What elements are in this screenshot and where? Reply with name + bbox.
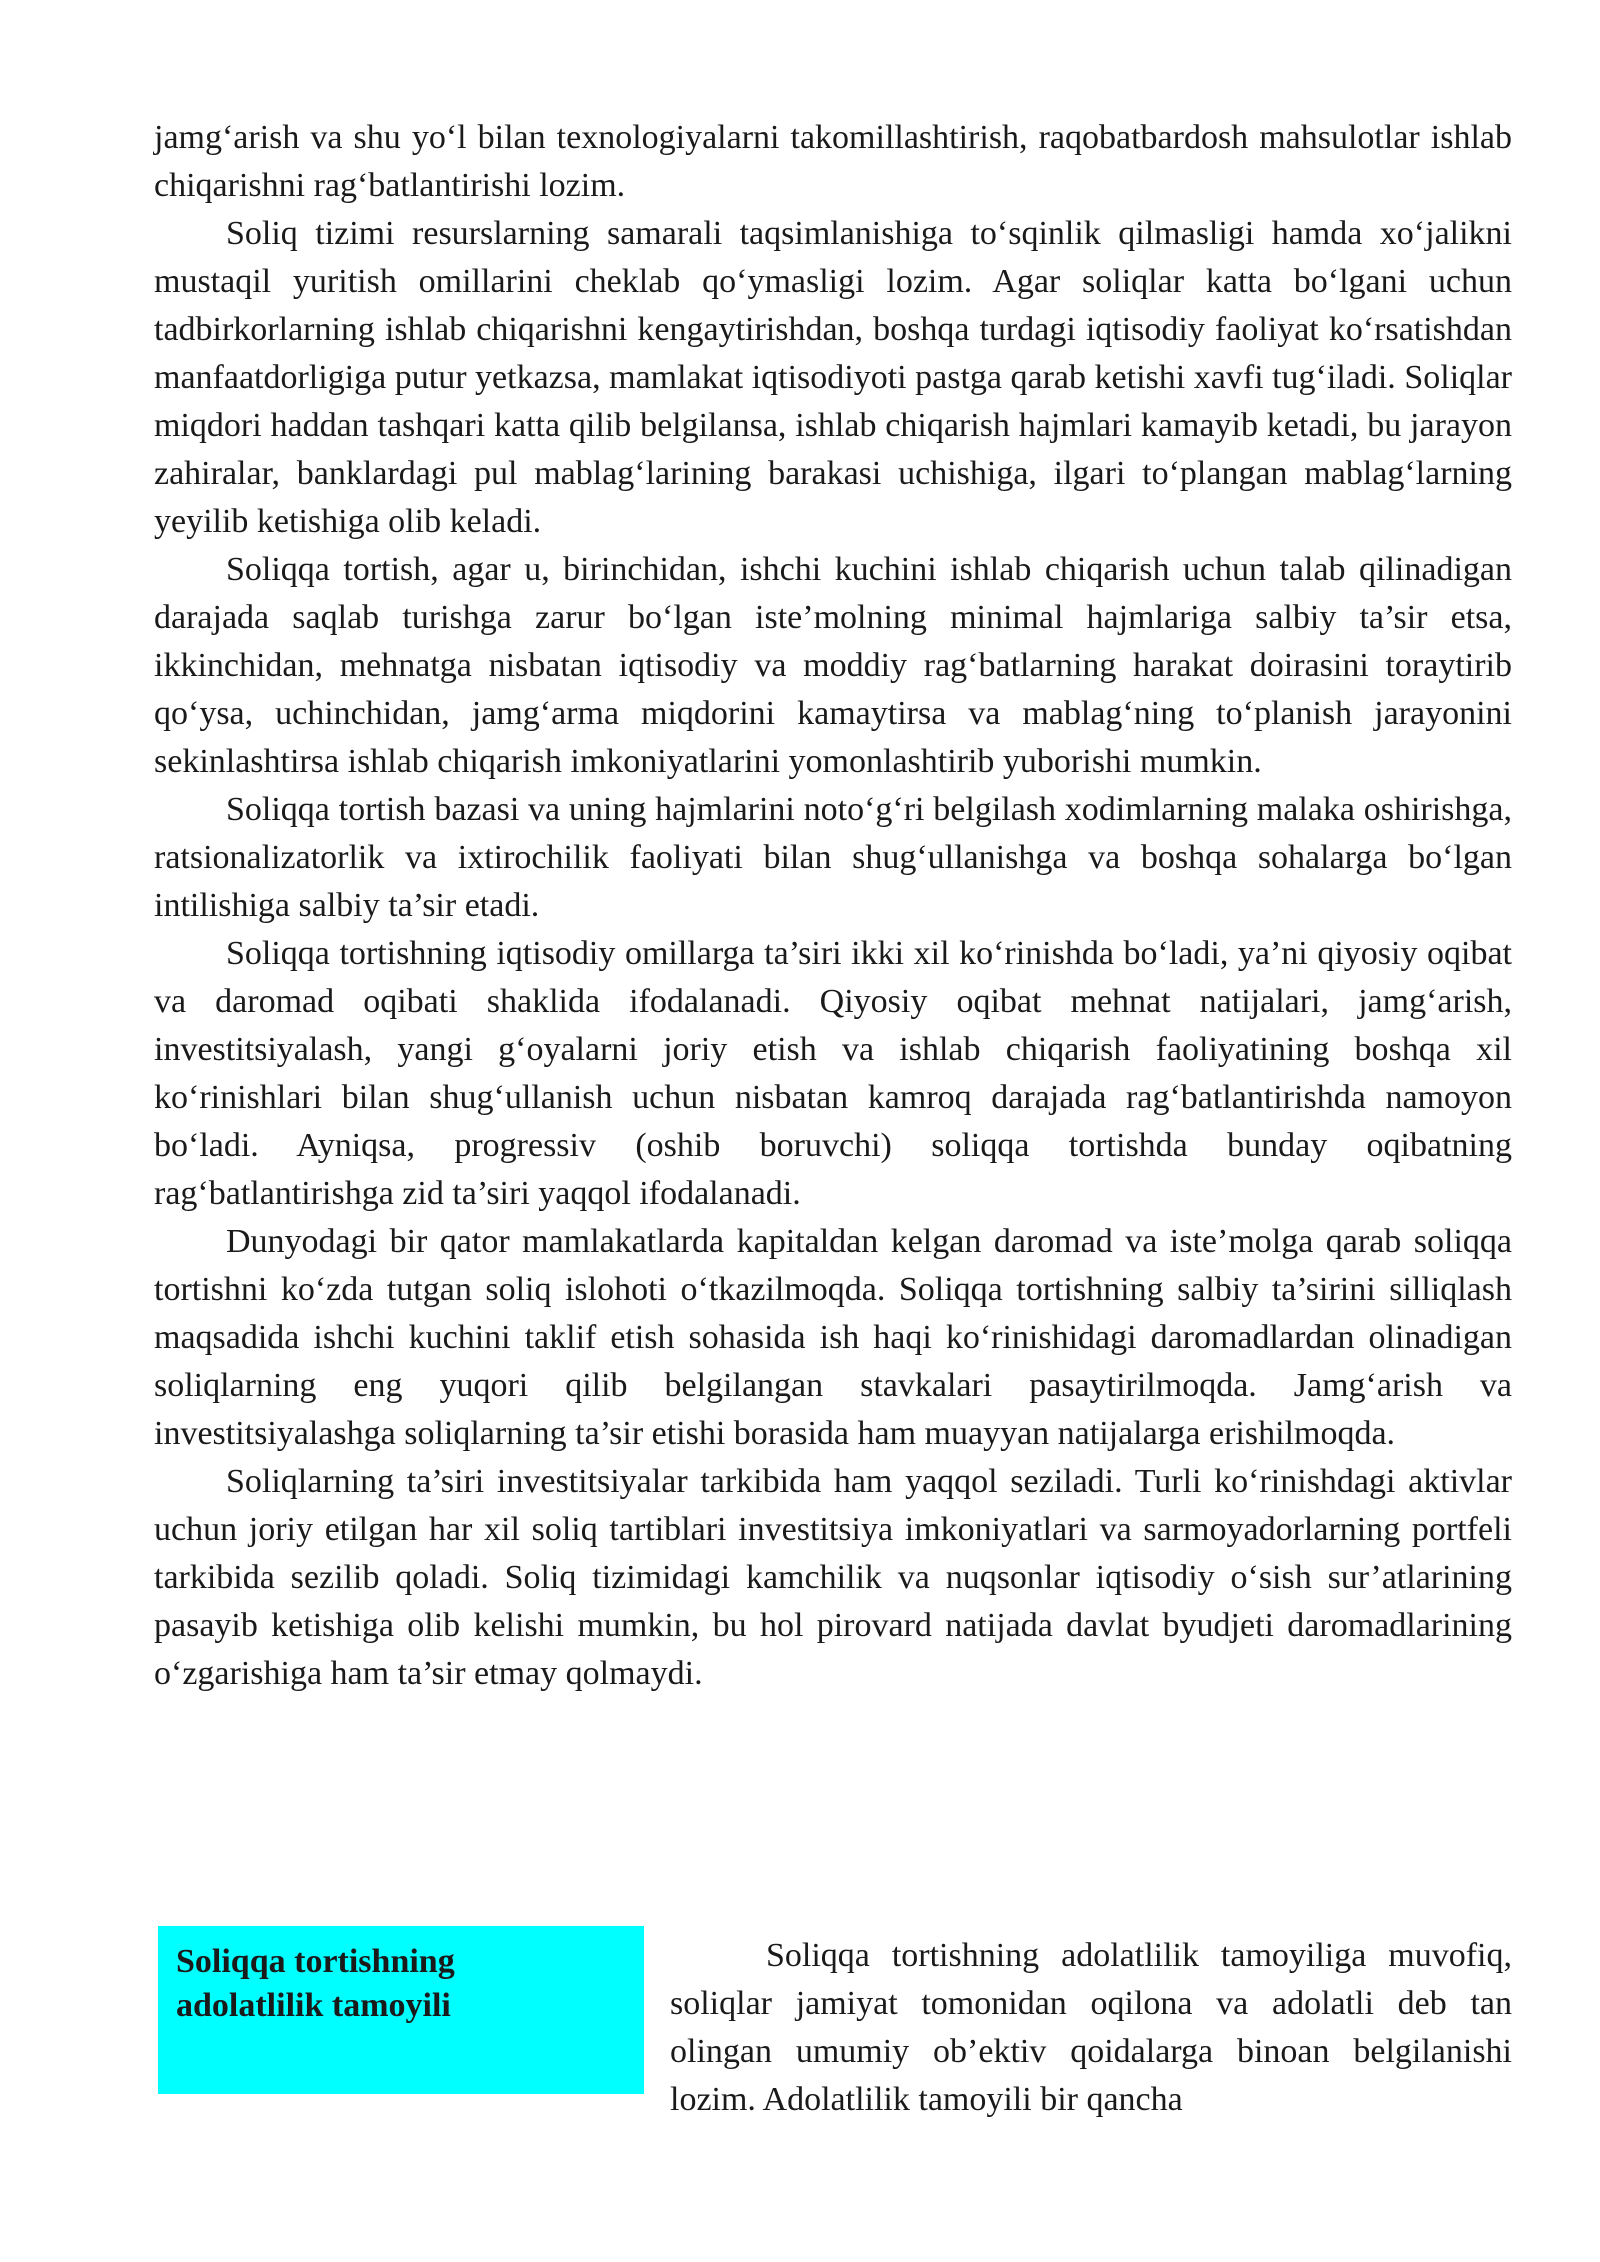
paragraph: Soliqqa tortish bazasi va uning hajmlarini noto‘g‘ri belgilash xodimlarning malaka oshirishga, ratsionalizatorlik va ixtirochilik faoliyati bilan shug‘ullanishga va boshqa sohalarga bo‘lgan intilishiga salbiy ta’sir etadi. <box>154 791 1512 924</box>
paragraph: Dunyodagi bir qator mamlakatlarda kapitaldan kelgan daromad va iste’molga qarab soliqqa tortishni ko‘zda tutgan soliq islohoti o‘tkazilmoqda. Soliqqa tortishning salbiy ta’sirini silliqlash maqsadida ishchi kuchini taklif etish sohasida ish haqi ko‘rinishidagi daromadlardan olinadigan soliqlarning eng yuqori qilib belgilangan stavkalari pasaytirilmoqda. Jamg‘arish va investitsiyalashga soliqlarning ta’sir etishi borasida ham muayyan natijalarga erishilmoqda. <box>154 1223 1512 1452</box>
section-paragraph: Soliqqa tortishning adolatlilik tamoyiliga muvofiq, soliqlar jamiyat tomonidan oqilona va adolatli deb tan olingan umumiy ob’ektiv qoidalarga binoan belgilanishi lozim. Adolatlilik tamoyili bir qancha <box>670 1937 1512 2118</box>
main-text-block <box>154 114 1512 1698</box>
paragraph: Soliqqa tortish, agar u, birinchidan, ishchi kuchini ishlab chiqarish uchun talab qilinadigan darajada saqlab turishga zarur bo‘lgan iste’molning minimal hajmlariga salbiy ta’sir etsa, ikkinchidan, mehnatga nisbatan iqtisodiy va moddiy rag‘batlarning harakat doirasini toraytirib qo‘ysa, uchinchidan, jamg‘arma miqdorini kamaytirsa va mablag‘ning to‘planish jarayonini sekinlashtirsa ishlab chiqarish imkoniyatlarini yomonlashtirib yuborishi mumkin. <box>154 551 1512 780</box>
section-heading-box <box>158 1926 644 2094</box>
section-heading-line-1: Soliqqa tortishning <box>176 1943 455 1980</box>
paragraph: Soliqqa tortishning iqtisodiy omillarga ta’siri ikki xil ko‘rinishda bo‘ladi, ya’ni qiyosiy oqibat va daromad oqibati shaklida ifodalanadi. Qiyosiy oqibat mehnat natijalari, jamg‘arish, investitsiyalash, yangi g‘oyalarni joriy etish va ishlab chiqarish faoliyatining boshqa xil ko‘rinishlari bilan shug‘ullanish uchun nisbatan kamroq darajada rag‘batlantirishda namoyon bo‘ladi. Ayniqsa, progressiv (oshib boruvchi) soliqqa tortishda bunday oqibatning rag‘batlantirishga zid ta’siri yaqqol ifodalanadi. <box>154 935 1512 1212</box>
paragraph: Soliqlarning ta’siri investitsiyalar tarkibida ham yaqqol seziladi. Turli ko‘rinishdagi aktivlar uchun joriy etilgan har xil soliq tartiblari investitsiya imkoniyatlari va sarmoyadorlarning portfeli tarkibida sezilib qoladi. Soliq tizimidagi kamchilik va nuqsonlar iqtisodiy o‘sish sur’atlarining pasayib ketishiga olib kelishi mumkin, bu hol pirovard natijada davlat byudjeti daromadlarining o‘zgarishiga ham ta’sir etmay qolmaydi. <box>154 1463 1512 1692</box>
paragraph: Soliq tizimi resurslarning samarali taqsimlanishiga to‘sqinlik qilmasligi hamda xo‘jalikni mustaqil yuritish omillarini cheklab qo‘ymasligi lozim. Agar soliqlar katta bo‘lgani uchun tadbirkorlarning ishlab chiqarishni kengaytirishdan, boshqa turdagi iqtisodiy faoliyat ko‘rsatishdan manfaatdorligiga putur yetkazsa, mamlakat iqtisodiyoti pastga qarab ketishi xavfi tug‘iladi. Soliqlar miqdori haddan tashqari katta qilib belgilansa, ishlab chiqarish hajmlari kamayib ketadi, bu jarayon zahiralar, banklardagi pul mablag‘larining barakasi uchishiga, ilgari to‘plangan mablag‘larning yeyilib ketishiga olib keladi. <box>154 215 1512 540</box>
paragraph-continuation: jamg‘arish va shu yo‘l bilan texnologiyalarni takomillashtirish, raqobatbardosh mahsulotlar ishlab chiqarishni rag‘batlantirishi lozim. <box>154 119 1512 204</box>
section-heading-line-2: adolatlilik tamoyili <box>176 1987 451 2024</box>
